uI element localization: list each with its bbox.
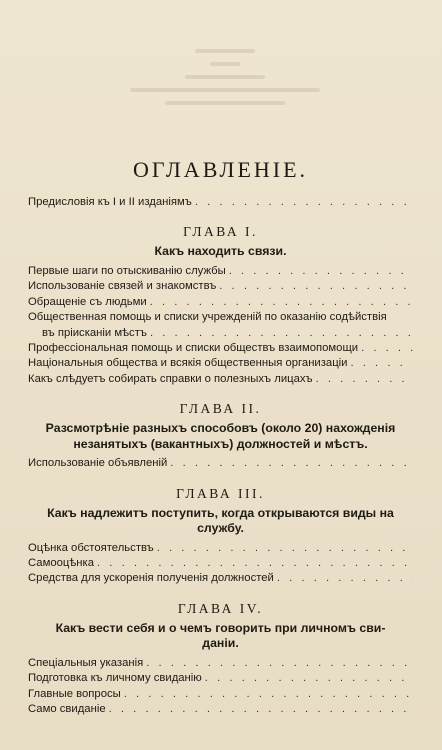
chapter-subtitle-line: незанятыхъ (вакантныхъ) должностей и мѣстъ. xyxy=(73,436,368,451)
leader-dots xyxy=(157,541,413,556)
chapter-subtitle-line: Какъ надлежитъ поступить, когда открываются виды на xyxy=(47,505,394,520)
leader-dots xyxy=(109,702,413,717)
chapter-subtitle-line: даніи. xyxy=(202,636,239,651)
toc-entry-label: Обращеніе съ людьми xyxy=(28,295,147,308)
toc-entry-label: Использованіе связей и знакомствъ xyxy=(28,280,217,293)
toc-entry xyxy=(28,372,413,387)
toc-entry xyxy=(28,687,413,702)
chapter-subtitle: Какъ находить связи. xyxy=(154,244,287,259)
chapter-heading: ГЛАВА I. xyxy=(183,224,258,240)
toc-entry-label: Національныя общества и всякія общественныя организаціи xyxy=(28,357,348,370)
toc-entry xyxy=(28,264,413,279)
toc-entry-label: Какъ слѣдуетъ собирать справки о полезныхъ лицахъ xyxy=(28,372,313,385)
toc-entry xyxy=(28,279,413,294)
toc-entry-preface xyxy=(28,195,413,210)
chapter-subtitle xyxy=(28,506,413,537)
leader-dots xyxy=(361,341,413,356)
leader-dots xyxy=(150,295,413,310)
toc-entry-label: Средства для ускоренія полученія должностей xyxy=(28,572,274,585)
leader-dots xyxy=(195,195,413,210)
toc-entry xyxy=(28,356,413,371)
table-of-contents xyxy=(28,157,413,717)
toc-entry-label: Профессіональная помощь и списки обществъ взаимопомощи xyxy=(28,341,359,354)
toc-entry-label: Подготовка къ личному свиданію xyxy=(28,672,202,685)
leader-dots xyxy=(97,556,413,571)
toc-entry xyxy=(28,671,413,686)
chapter-subtitle-line: Разсмотрѣніе разныхъ способовъ (около 20) нахожденія xyxy=(45,421,396,436)
toc-entry xyxy=(28,456,413,471)
leader-dots xyxy=(205,671,413,686)
chapter-heading: ГЛАВА IV. xyxy=(177,600,264,616)
chapter-subtitle xyxy=(28,421,413,452)
toc-entry-label: Само свиданіе xyxy=(28,703,106,715)
toc-entry xyxy=(28,702,413,717)
toc-entry xyxy=(28,310,413,341)
bleed-through-text xyxy=(130,40,320,150)
toc-entry xyxy=(28,556,413,571)
page-title: ОГЛАВЛЕНІЕ. xyxy=(132,157,309,182)
toc-entry-label: Самооцѣнка xyxy=(28,556,95,569)
leader-dots xyxy=(219,279,413,294)
toc-entry xyxy=(28,571,413,586)
leader-dots xyxy=(146,656,413,671)
toc-entry-label: Общественная помощь и списки учрежденій по оказанію содѣйствія xyxy=(28,311,387,324)
toc-entry-label-continued: въ пріисканіи мѣстъ xyxy=(42,326,147,339)
leader-dots xyxy=(229,264,413,279)
toc-entry xyxy=(28,656,413,671)
toc-entry-label: Спеціальныя указанія xyxy=(28,656,144,669)
chapter-heading: ГЛАВА II. xyxy=(179,401,262,417)
chapter-subtitle xyxy=(28,621,413,652)
toc-entry-label: Первые шаги по отыскиванію службы xyxy=(28,264,226,277)
toc-entry-label: Главные вопросы xyxy=(28,687,121,700)
leader-dots xyxy=(277,571,413,586)
chapter-heading: ГЛАВА III. xyxy=(176,485,265,501)
toc-entry-label: Предисловія къ I и II изданіямъ xyxy=(28,196,192,208)
leader-dots xyxy=(170,456,413,471)
chapter-subtitle-line: службу. xyxy=(197,521,244,536)
leader-dots xyxy=(150,326,413,341)
toc-entry-label: Оцѣнка обстоятельствъ xyxy=(28,541,154,554)
leader-dots xyxy=(124,687,413,702)
toc-entry xyxy=(28,341,413,356)
toc-entry-label: Использованіе объявленій xyxy=(28,457,168,470)
leader-dots xyxy=(351,356,414,371)
leader-dots xyxy=(316,372,413,387)
chapter-subtitle-line: Какъ вести себя и о чемъ говорить при личномъ сви- xyxy=(55,620,386,635)
toc-entry xyxy=(28,541,413,556)
toc-entry xyxy=(28,295,413,310)
